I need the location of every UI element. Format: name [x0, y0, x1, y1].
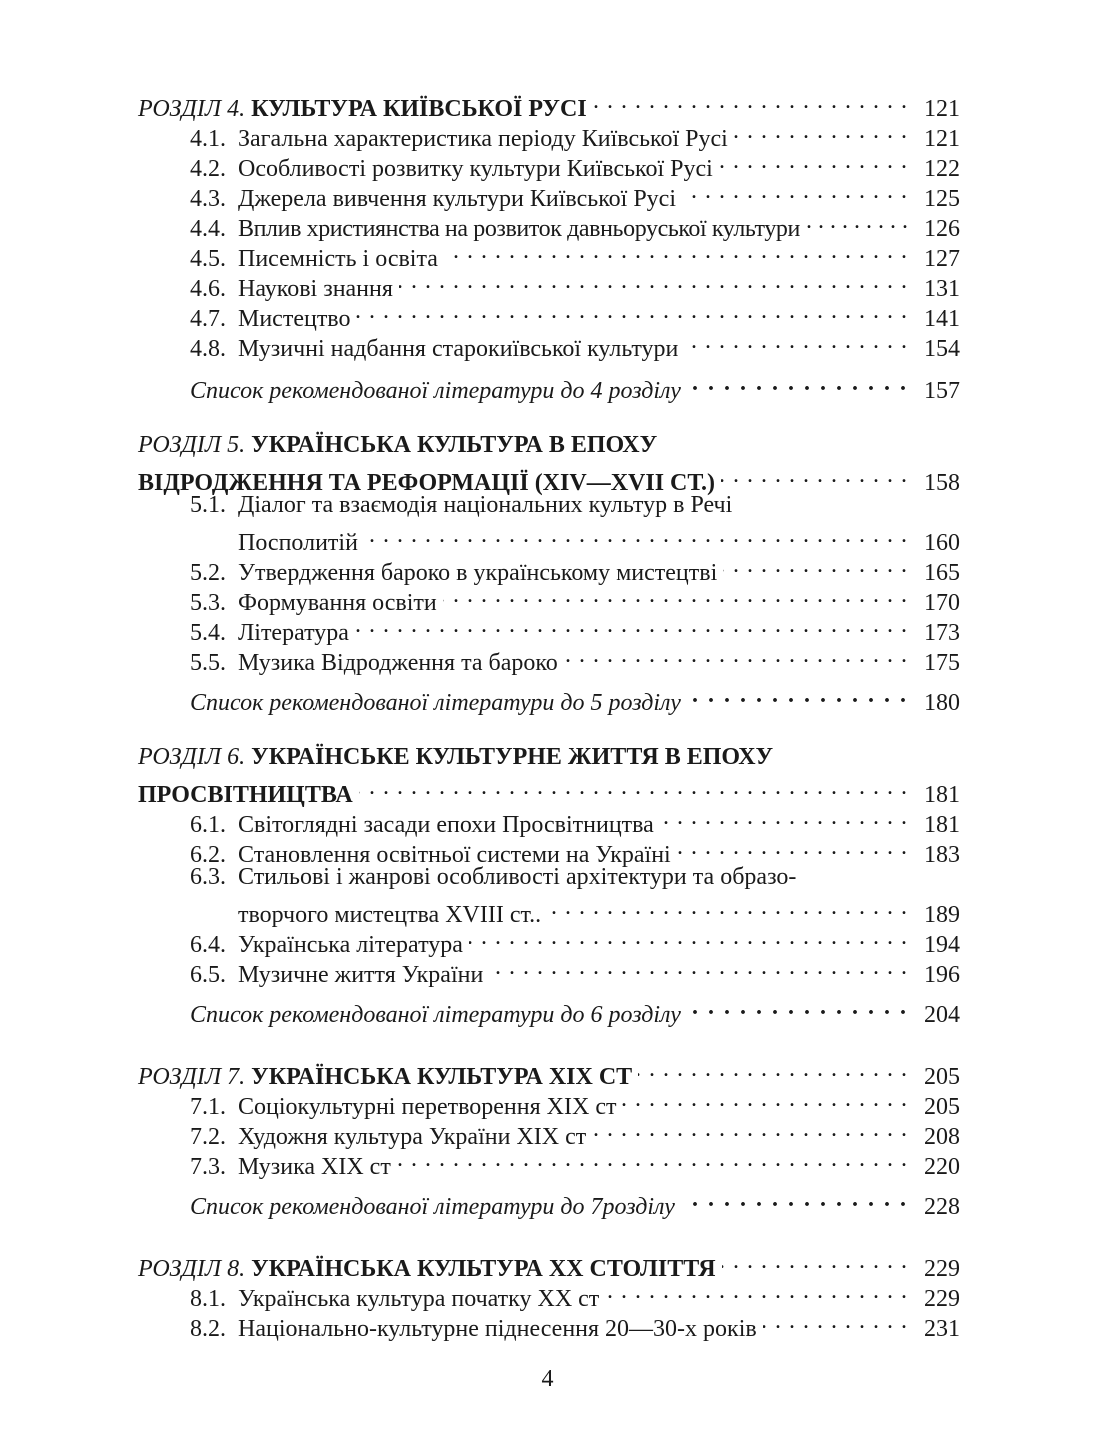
item-title: Національно-культурне піднесення 20—30-х років — [238, 1316, 757, 1342]
literature-title: Список рекомендованої літератури до 6 розділу — [190, 1002, 681, 1028]
dot-leader — [564, 640, 908, 670]
toc-literature[interactable] — [190, 368, 960, 404]
item-title: Загальна характеристика періоду Київської Русі — [238, 126, 728, 152]
page-number: 160 — [924, 530, 960, 556]
chapter-title: КУЛЬТУРА КИЇВСЬКОЇ РУСІ — [251, 96, 587, 122]
item-title: Особливості розвитку культури Київської Русі — [238, 156, 713, 182]
item-title: Джерела вивчення культури Київської Русі — [238, 186, 676, 212]
literature-title: Список рекомендованої літератури до 5 розділу — [190, 690, 681, 716]
toc-item[interactable] — [190, 1144, 960, 1180]
toc-chapter-6-heading: РОЗДІЛ 6. УКРАЇНСЬКЕ КУЛЬТУРНЕ ЖИТТЯ В ЕПОХУ — [138, 744, 774, 770]
page-number: 231 — [924, 1316, 960, 1342]
item-title: творчого мистецтва XVIII ст.. — [238, 902, 542, 928]
dot-leader — [687, 368, 908, 398]
item-title: Формування освіти — [238, 590, 437, 616]
toc-item[interactable] — [190, 176, 960, 212]
chapter-label: РОЗДІЛ 6 — [138, 744, 240, 770]
item-number: 7.2. — [190, 1124, 226, 1150]
page-number: 170 — [924, 590, 960, 616]
dot-leader — [356, 296, 908, 326]
page-number: 121 — [924, 96, 960, 122]
dot-leader — [721, 460, 908, 490]
dot-leader — [684, 326, 908, 356]
item-number: 6.5. — [190, 962, 226, 988]
page-number: 154 — [924, 336, 960, 362]
dot-leader — [723, 550, 908, 580]
page-number: 204 — [924, 1002, 960, 1028]
chapter-label: РОЗДІЛ 5 — [138, 432, 240, 458]
dot-leader — [719, 146, 908, 176]
toc-item[interactable] — [190, 610, 960, 646]
page-number: 158 — [924, 470, 960, 496]
chapter-label: РОЗДІЛ 4 — [138, 96, 240, 122]
item-number: 5.5. — [190, 650, 226, 676]
page-number: 175 — [924, 650, 960, 676]
item-title: Становлення освітньої системи на Україні — [238, 842, 671, 868]
dot-leader — [677, 832, 908, 862]
item-number: 8.2. — [190, 1316, 226, 1342]
toc-item[interactable] — [190, 236, 960, 272]
page-number: 157 — [924, 378, 960, 404]
dot-leader — [638, 1054, 908, 1084]
item-number: 4.6. — [190, 276, 226, 302]
dot-leader — [364, 520, 908, 550]
toc-item[interactable] — [190, 550, 960, 586]
item-number: 7.1. — [190, 1094, 226, 1120]
dot-leader — [687, 680, 908, 710]
chapter-title-line-1: УКРАЇНСЬКЕ КУЛЬТУРНЕ ЖИТТЯ В ЕПОХУ — [251, 744, 774, 770]
page-number: 126 — [924, 216, 960, 242]
page-number: 165 — [924, 560, 960, 586]
page-number: 121 — [924, 126, 960, 152]
toc-chapter-7[interactable]: РОЗДІЛ 7 . УКРАЇНСЬКА КУЛЬТУРА XIX СТ . . . 205 — [138, 1054, 960, 1084]
toc-chapter-6[interactable] — [138, 772, 960, 808]
page-number: 229 — [924, 1286, 960, 1312]
page-number: 205 — [924, 1064, 960, 1090]
item-number: 6.4. — [190, 932, 226, 958]
toc-item[interactable] — [190, 1114, 960, 1150]
literature-title: Список рекомендованої літератури до 7розділу — [190, 1194, 675, 1220]
dot-leader — [359, 772, 908, 802]
item-number: 7.3. — [190, 1154, 226, 1180]
item-title: Музичні надбання старокиївської культури — [238, 336, 679, 362]
page-number: 196 — [924, 962, 960, 988]
item-title: Українська література — [238, 932, 463, 958]
dot-leader — [806, 206, 908, 236]
item-title: Наукові знання — [238, 276, 393, 302]
page-number: 189 — [924, 902, 960, 928]
page-number: 181 — [924, 812, 960, 838]
dot-leader — [593, 86, 908, 116]
page-number: 220 — [924, 1154, 960, 1180]
dot-leader — [444, 236, 908, 266]
item-title: Музичне життя України — [238, 962, 484, 988]
dot-leader — [592, 1114, 908, 1144]
dot-leader — [469, 922, 908, 952]
toc-item[interactable] — [190, 1276, 960, 1312]
page-number: 208 — [924, 1124, 960, 1150]
item-number: 5.1. — [190, 492, 226, 518]
page-number: 131 — [924, 276, 960, 302]
chapter-title-line-1: УКРАЇНСЬКА КУЛЬТУРА В ЕПОХУ — [251, 432, 658, 458]
dot-leader — [622, 1084, 908, 1114]
toc-literature[interactable] — [190, 1184, 960, 1220]
dot-leader — [722, 1246, 908, 1276]
dot-leader — [355, 610, 908, 640]
toc-item[interactable] — [190, 922, 960, 958]
dot-leader — [734, 116, 908, 146]
toc-item[interactable] — [190, 1084, 960, 1120]
item-title: Музика XIX ст — [238, 1154, 391, 1180]
item-number: 4.1. — [190, 126, 226, 152]
item-number: 8.1. — [190, 1286, 226, 1312]
item-number: 4.2. — [190, 156, 226, 182]
item-number: 6.1. — [190, 812, 226, 838]
toc-item[interactable] — [190, 266, 960, 302]
item-title: Соціокультурні перетворення XIX ст — [238, 1094, 617, 1120]
page-number: 229 — [924, 1256, 960, 1282]
toc-item[interactable] — [190, 832, 960, 868]
item-title: Світоглядні засади епохи Просвітництва — [238, 812, 654, 838]
toc-chapter-8[interactable]: РОЗДІЛ 8 . УКРАЇНСЬКА КУЛЬТУРА XX СТОЛІТТЯ . . . 229 — [138, 1246, 960, 1276]
dot-leader — [489, 952, 908, 982]
item-number: 4.4. — [190, 216, 226, 242]
item-title-line-1: Діалог та взаємодія національних культур в Речі — [238, 492, 733, 518]
item-title-line-1: Стильові і жанрові особливості архітектури та образо- — [238, 864, 797, 890]
dot-leader — [397, 1144, 908, 1174]
toc-literature[interactable] — [190, 992, 960, 1028]
item-title: Писемність і освіта — [238, 246, 438, 272]
item-number: 6.2. — [190, 842, 226, 868]
dot-leader — [443, 580, 908, 610]
chapter-title-line-2: ВІДРОДЖЕННЯ ТА РЕФОРМАЦІЇ (XIV—XVII СТ.) — [138, 470, 715, 496]
item-title: Вплив християнства на розвиток давньоруської культури — [238, 216, 800, 242]
item-number: 5.3. — [190, 590, 226, 616]
item-title: Література — [238, 620, 349, 646]
toc-chapter-5-heading: РОЗДІЛ 5. УКРАЇНСЬКА КУЛЬТУРА В ЕПОХУ — [138, 432, 658, 458]
chapter-label: РОЗДІЛ 7 — [138, 1064, 240, 1090]
toc-item[interactable] — [190, 952, 960, 988]
item-number: 6.3. — [190, 864, 226, 890]
item-title: Утвердження бароко в українському мистецтві — [238, 560, 718, 586]
page-number: 228 — [924, 1194, 960, 1220]
toc-item[interactable] — [190, 116, 960, 152]
dot-leader — [547, 892, 908, 922]
toc-item[interactable] — [190, 326, 960, 362]
chapter-title: УКРАЇНСЬКА КУЛЬТУРА XX СТОЛІТТЯ — [251, 1256, 716, 1282]
dot-leader — [681, 1184, 908, 1214]
page-number: 125 — [924, 186, 960, 212]
page-number: 141 — [924, 306, 960, 332]
toc-item[interactable] — [190, 146, 960, 182]
item-title: Мистецтво — [238, 306, 351, 332]
dot-leader — [605, 1276, 908, 1306]
toc-item[interactable] — [190, 640, 960, 676]
toc-item[interactable] — [190, 296, 960, 332]
toc-item[interactable] — [190, 1306, 960, 1342]
item-number: 5.4. — [190, 620, 226, 646]
page-number: 194 — [924, 932, 960, 958]
page-number: 180 — [924, 690, 960, 716]
item-number: 4.5. — [190, 246, 226, 272]
toc-item-wrap-line — [190, 490, 732, 520]
item-title: Художня культура України XIX ст — [238, 1124, 587, 1150]
item-number: 4.7. — [190, 306, 226, 332]
chapter-title-line-2: ПРОСВІТНИЦТВА — [138, 782, 353, 808]
item-title: Музика Відродження та бароко — [238, 650, 558, 676]
page-number: 122 — [924, 156, 960, 182]
page-number: 127 — [924, 246, 960, 272]
item-title: Посполитій — [238, 530, 358, 556]
toc-item-wrap-line — [190, 862, 796, 892]
toc-chapter-4[interactable]: РОЗДІЛ 4 . КУЛЬТУРА КИЇВСЬКОЇ РУСІ . . . 121 — [138, 86, 960, 116]
dot-leader — [399, 266, 908, 296]
toc-item[interactable] — [190, 802, 960, 838]
chapter-title: УКРАЇНСЬКА КУЛЬТУРА XIX СТ — [251, 1064, 633, 1090]
page-number: 173 — [924, 620, 960, 646]
page-number: 205 — [924, 1094, 960, 1120]
literature-title: Список рекомендованої літератури до 4 розділу — [190, 378, 681, 404]
toc-item[interactable] — [190, 206, 960, 242]
page-number: 181 — [924, 782, 960, 808]
toc-chapter-5[interactable] — [138, 460, 960, 496]
chapter-label: РОЗДІЛ 8 — [138, 1256, 240, 1282]
dot-leader — [763, 1306, 908, 1336]
toc-literature[interactable] — [190, 680, 960, 716]
page-number: 183 — [924, 842, 960, 868]
page-footer-number: 4 — [541, 1366, 554, 1392]
item-number: 4.8. — [190, 336, 226, 362]
toc-item[interactable] — [238, 892, 960, 928]
toc-item[interactable] — [190, 580, 960, 616]
dot-leader — [687, 992, 908, 1022]
item-title: Українська культура початку XX ст — [238, 1286, 600, 1312]
dot-leader — [660, 802, 908, 832]
item-number: 5.2. — [190, 560, 226, 586]
toc-item[interactable] — [238, 520, 960, 556]
item-number: 4.3. — [190, 186, 226, 212]
dot-leader — [682, 176, 908, 206]
